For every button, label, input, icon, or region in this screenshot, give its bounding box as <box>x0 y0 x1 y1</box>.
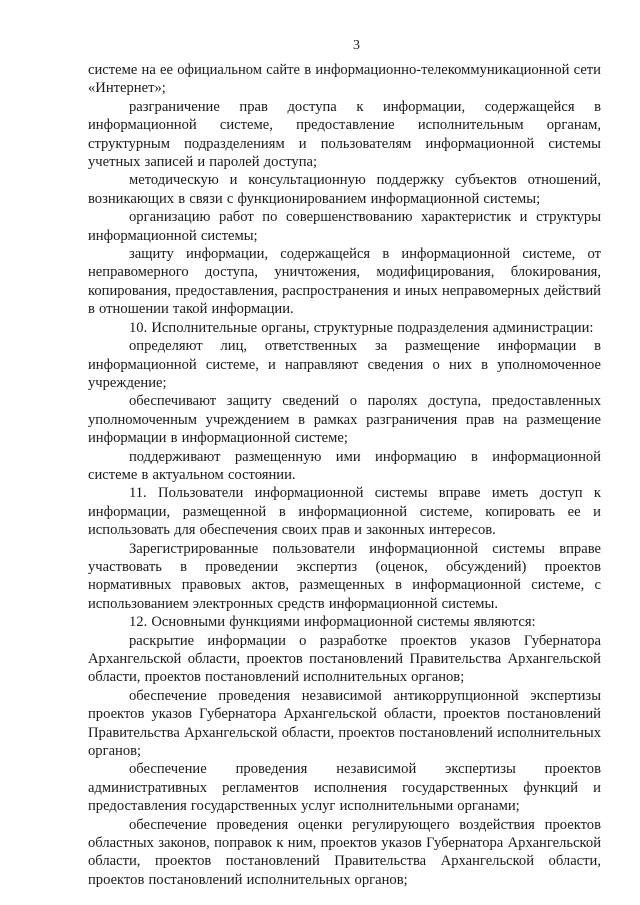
paragraph: защиту информации, содержащейся в информационной системе, от неправомерного доступа, уничтожения, модифицирования, блокирования, копирования, предоставления, распространения и иных неправомерных действий в отношении такой информации. <box>88 246 601 318</box>
paragraph-item-12: 12. Основными функциями информационной системы являются: <box>129 614 536 631</box>
paragraph: обеспечение проведения независимой антикоррупционной экспертизы проектов указов Губернатора Архангельской области, проектов постановлений Правительства Архангельской области, проектов постановлений исполнительных органов; <box>88 687 601 760</box>
paragraph: обеспечение проведения независимой экспертизы проектов административных регламентов исполнения государственных функций и предоставления государственных услуг исполнительными органами; <box>88 761 601 815</box>
paragraph: Зарегистрированные пользователи информационной системы вправе участвовать в проведении экспертиз (оценок, обсуждений) проектов нормативных правовых актов, размещенных в информационной системе, с использованием электронных средств информационной системы. <box>88 540 601 612</box>
paragraph: методическую и консультационную поддержку субъектов отношений, возникающих в связи с функционированием информационной системы; <box>88 172 601 207</box>
page-number: 3 <box>353 38 360 53</box>
paragraph: организацию работ по совершенствованию характеристик и структуры информационной системы; <box>88 209 601 244</box>
paragraph-item-11: 11. Пользователи информационной системы вправе иметь доступ к информации, размещенной в информационной системе, копировать ее и использовать для обеспечения своих прав и законных интересов. <box>88 485 601 539</box>
paragraph: определяют лиц, ответственных за размещение информации в информационной системе, и направляют сведения о них в уполномоченное учреждение; <box>88 338 601 391</box>
paragraph: раскрытие информации о разработке проектов указов Губернатора Архангельской области, проектов постановлений Правительства Архангельской области, проектов постановлений исполнительных органов; <box>88 632 601 686</box>
paragraph: разграничение прав доступа к информации, содержащейся в информационной системе, предоставление исполнительным органам, структурным подразделениям и пользователям информационной системы учетных записей и паролей доступа; <box>88 98 601 171</box>
paragraph-continuation: системе на ее официальном сайте в информационно-телекоммуникационной сети «Интернет»; <box>88 62 601 97</box>
paragraph: обеспечение проведения оценки регулирующего воздействия проектов областных законов, поправок к ним, проектов указов Губернатора Архангельской области, проектов постановлений Правительства Архангельской области, проектов постановлений исполнительных органов; <box>88 816 601 888</box>
paragraph: обеспечивают защиту сведений о паролях доступа, предоставленных уполномоченным учреждением в рамках разграничения прав на размещение информации в информационной системе; <box>88 393 601 447</box>
paragraph-item-10: 10. Исполнительные органы, структурные подразделения администрации: <box>129 319 594 336</box>
paragraph: поддерживают размещенную ими информацию в информационной системе в актуальном состоянии. <box>88 448 601 483</box>
